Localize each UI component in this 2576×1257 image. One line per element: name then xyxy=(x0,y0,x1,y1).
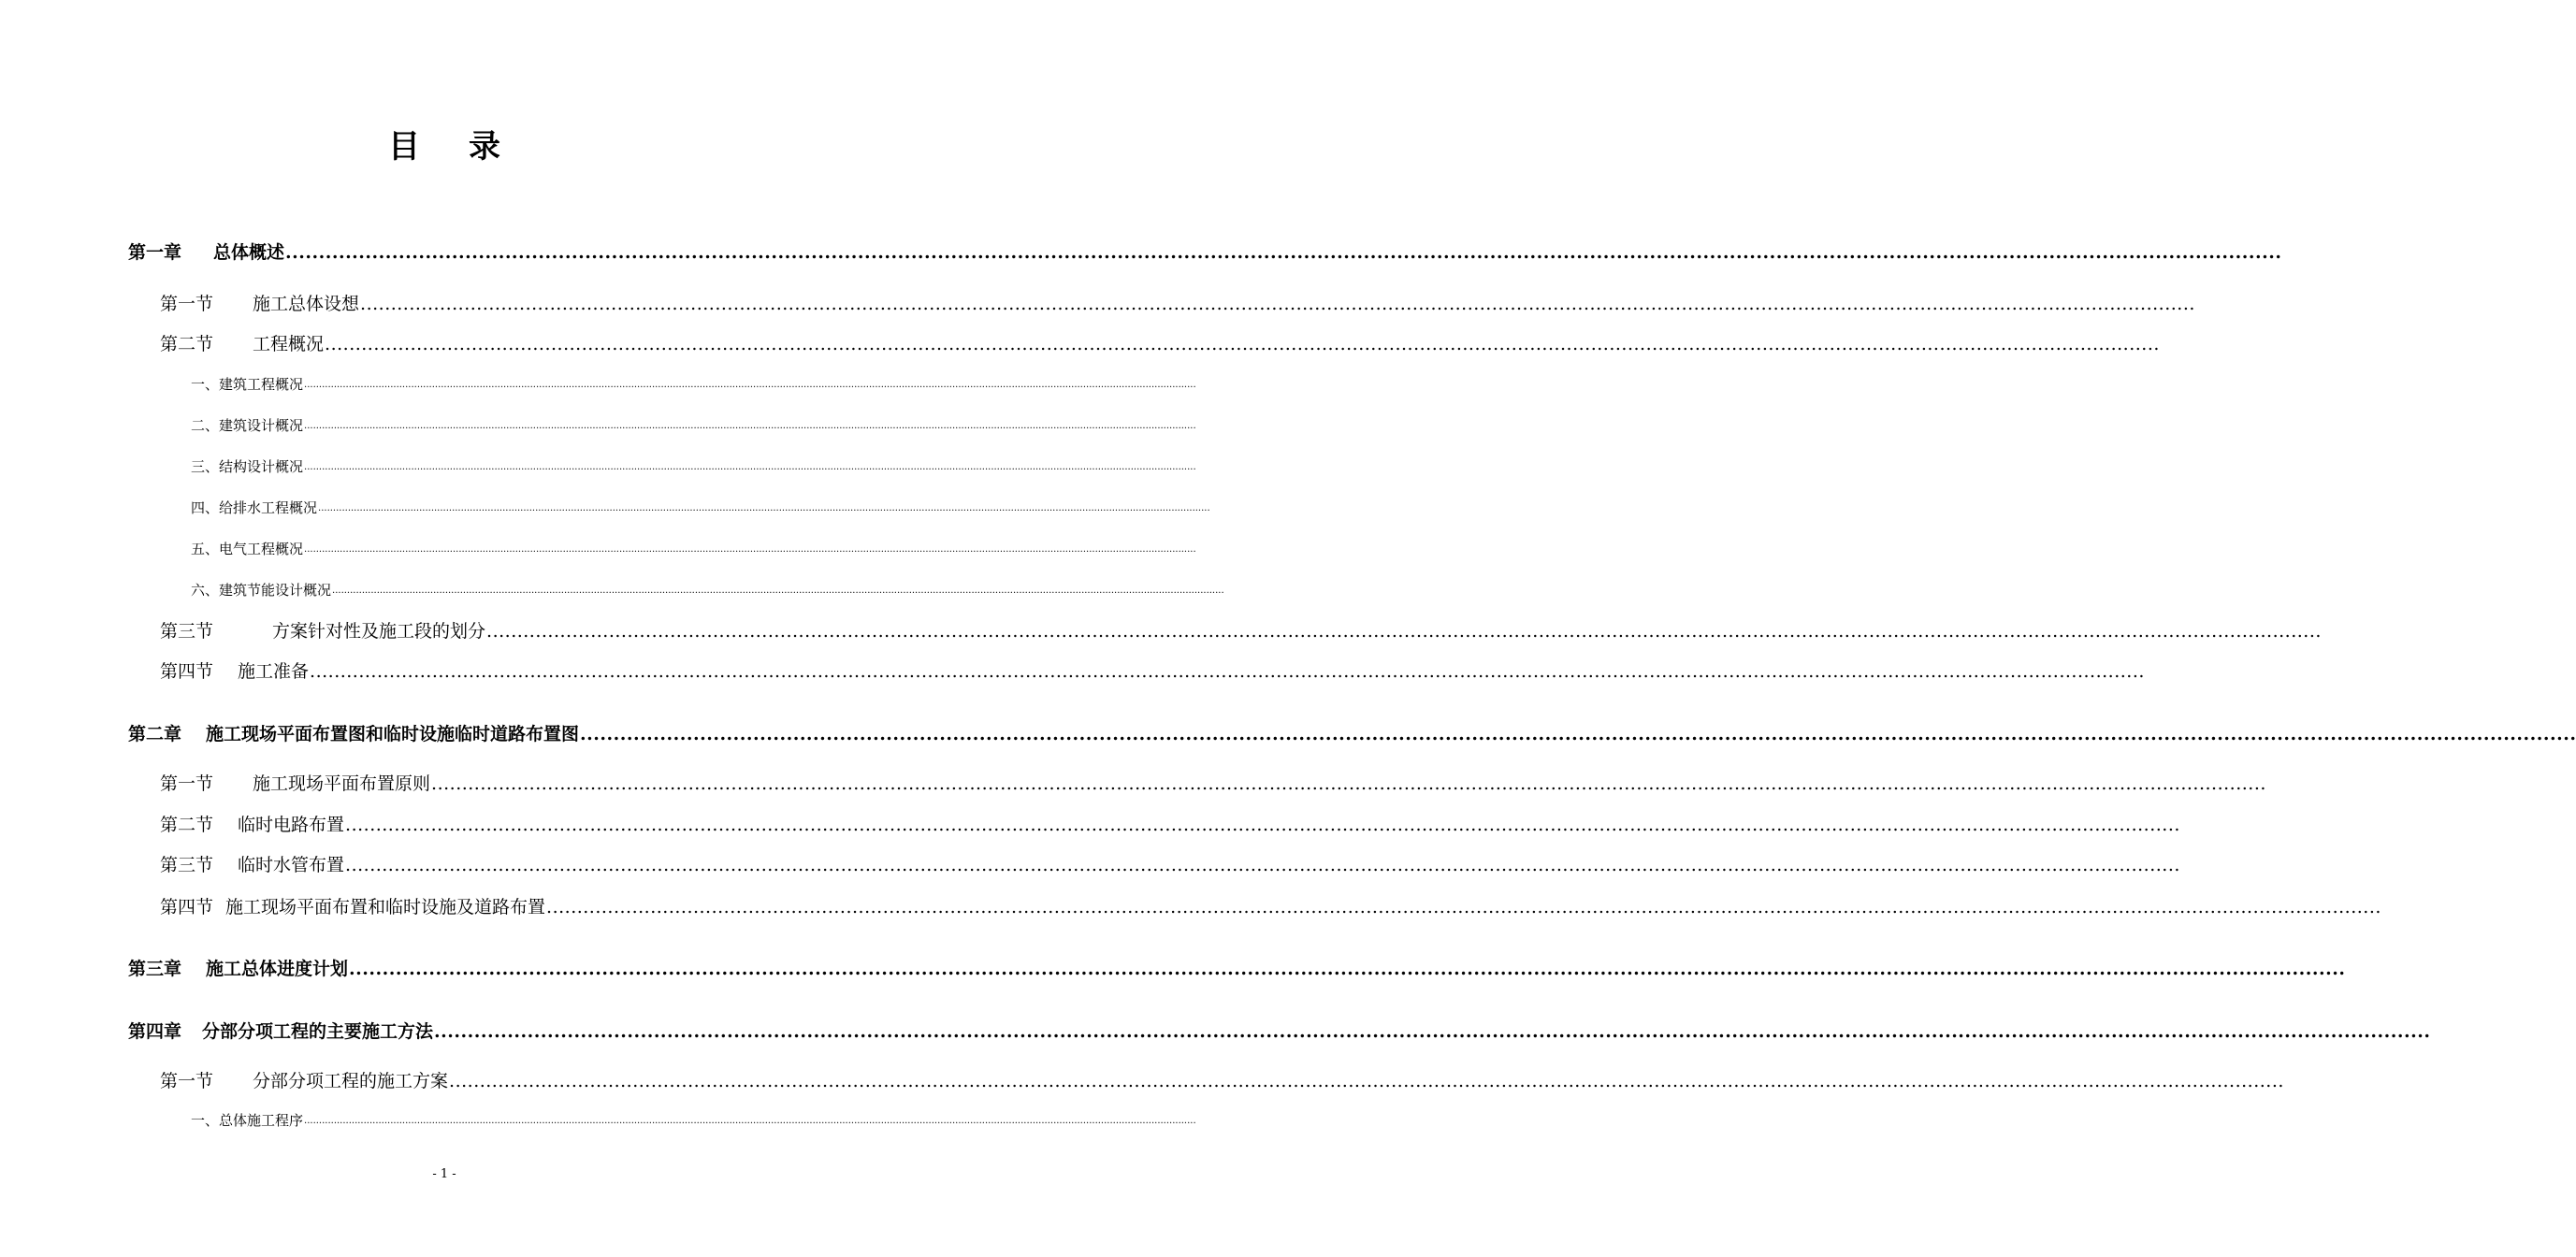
toc-entry-label: 第二节 xyxy=(160,334,214,354)
toc-dot-leader: ............................................................................................................................................................................................................................................................................................................ xyxy=(345,815,2180,835)
toc-entry-section[interactable] xyxy=(160,813,2180,837)
toc-entry-section[interactable] xyxy=(160,332,2160,356)
toc-entry-title: 施工现场平面布置和临时设施及道路布置 xyxy=(225,897,546,917)
page-title xyxy=(0,124,889,169)
page-title-char-1: 目 xyxy=(388,128,420,166)
toc-entry-title: 施工现场平面布置原则 xyxy=(253,773,431,794)
toc-entry-label: 一、 xyxy=(191,1112,220,1129)
toc-dot-leader: ............................................................................................................................................................................................................................................................................................................ xyxy=(285,242,2282,263)
toc-entry-chapter[interactable] xyxy=(128,1019,2431,1044)
toc-entry-chapter[interactable] xyxy=(128,722,2576,746)
toc-entry-label: 第一章 xyxy=(128,242,182,263)
toc-entry-subsection[interactable] xyxy=(191,498,1210,518)
toc-dot-leader: ............................................................................................................................................................................................................................................................................................................ xyxy=(449,1071,2284,1091)
toc-dot-leader: ............................................................................................................................................................................................................................................................................................................ xyxy=(486,621,2322,642)
toc-entry-title: 建筑工程概况 xyxy=(219,376,304,393)
toc-entry-section[interactable] xyxy=(160,772,2266,796)
toc-dot-leader: ............................................................................................................................................................................................................................................................................................................ xyxy=(304,462,1196,472)
toc-entry-section[interactable] xyxy=(160,619,2322,643)
toc-entry-chapter[interactable] xyxy=(128,240,2282,265)
toc-entry-label: 第一节 xyxy=(160,1071,214,1091)
toc-dot-leader: ............................................................................................................................................................................................................................................................................................................ xyxy=(304,421,1196,431)
toc-dot-leader: ............................................................................................................................................................................................................................................................................................................ xyxy=(325,334,2160,354)
toc-entry-title: 总体施工程序 xyxy=(219,1112,304,1129)
toc-entry-section[interactable] xyxy=(160,1069,2284,1093)
toc-dot-leader: ............................................................................................................................................................................................................................................................................................................ xyxy=(580,724,2576,744)
toc-entry-label: 第二章 xyxy=(128,724,182,744)
toc-entry-label: 六、 xyxy=(191,582,220,599)
toc-entry-title: 临时电路布置 xyxy=(238,815,345,835)
toc-entry-label: 第二节 xyxy=(160,815,214,835)
toc-dot-leader: ............................................................................................................................................................................................................................................................................................................ xyxy=(310,661,2145,682)
toc-entry-title: 施工现场平面布置图和临时设施临时道路布置图 xyxy=(206,724,580,744)
toc-entry-label: 第一节 xyxy=(160,294,214,314)
toc-entry-title: 分部分项工程的主要施工方法 xyxy=(202,1021,434,1042)
page-number: - 1 - xyxy=(432,1167,456,1181)
toc-entry-label: 第三节 xyxy=(160,855,214,875)
toc-entry-title: 电气工程概况 xyxy=(219,541,304,557)
toc-entry-label: 五、 xyxy=(191,541,220,557)
toc-entry-label: 第三章 xyxy=(128,959,182,979)
toc-dot-leader: ............................................................................................................................................................................................................................................................................................................ xyxy=(546,897,2381,917)
toc-entry-title: 施工准备 xyxy=(238,661,310,682)
page-title-char-2: 录 xyxy=(469,128,500,166)
toc-entry-title: 施工总体设想 xyxy=(253,294,360,314)
toc-dot-leader: ............................................................................................................................................................................................................................................................................................................ xyxy=(431,773,2266,794)
toc-entry-subsection[interactable] xyxy=(191,581,1224,600)
toc-entry-title: 给排水工程概况 xyxy=(219,499,318,516)
toc-entry-label: 第四节 xyxy=(160,897,214,917)
toc-entry-label: 四、 xyxy=(191,499,220,516)
toc-dot-leader: ............................................................................................................................................................................................................................................................................................................ xyxy=(349,959,2346,979)
toc-entry-title: 建筑设计概况 xyxy=(219,417,304,434)
toc-entry-subsection[interactable] xyxy=(191,1111,1196,1131)
toc-entry-title: 总体概述 xyxy=(213,242,285,263)
toc-dot-leader: ............................................................................................................................................................................................................................................................................................................ xyxy=(332,585,1224,596)
toc-entry-label: 第三节 xyxy=(160,621,214,642)
toc-dot-leader: ............................................................................................................................................................................................................................................................................................................ xyxy=(345,855,2180,875)
toc-entry-subsection[interactable] xyxy=(191,416,1196,436)
toc-entry-subsection[interactable] xyxy=(191,375,1196,395)
toc-dot-leader: ............................................................................................................................................................................................................................................................................................................ xyxy=(304,544,1196,555)
toc-entry-title: 建筑节能设计概况 xyxy=(219,582,332,599)
toc-entry-label: 一、 xyxy=(191,376,220,393)
toc-entry-title: 分部分项工程的施工方案 xyxy=(253,1071,449,1091)
toc-entry-section[interactable] xyxy=(160,659,2145,684)
toc-entry-label: 三、 xyxy=(191,458,220,475)
toc-entry-subsection[interactable] xyxy=(191,540,1196,559)
toc-entry-title: 工程概况 xyxy=(253,334,325,354)
toc-dot-leader: ............................................................................................................................................................................................................................................................................................................ xyxy=(434,1021,2431,1042)
toc-entry-title: 临时水管布置 xyxy=(238,855,345,875)
toc-entry-chapter[interactable] xyxy=(128,957,2346,981)
toc-entry-label: 第一节 xyxy=(160,773,214,794)
toc-dot-leader: ............................................................................................................................................................................................................................................................................................................ xyxy=(360,294,2195,314)
toc-entry-section[interactable] xyxy=(160,292,2195,316)
toc-entry-label: 第四节 xyxy=(160,661,214,682)
toc-dot-leader: ............................................................................................................................................................................................................................................................................................................ xyxy=(304,380,1196,390)
toc-entry-section[interactable] xyxy=(160,895,2381,919)
toc-entry-title: 施工总体进度计划 xyxy=(206,959,349,979)
toc-entry-title: 结构设计概况 xyxy=(219,458,304,475)
toc-entry-title: 方案针对性及施工段的划分 xyxy=(272,621,486,642)
toc-entry-label: 第四章 xyxy=(128,1021,182,1042)
toc-entry-label: 二、 xyxy=(191,417,220,434)
toc-dot-leader: ............................................................................................................................................................................................................................................................................................................ xyxy=(318,503,1210,513)
toc-dot-leader: ............................................................................................................................................................................................................................................................................................................ xyxy=(304,1116,1196,1126)
toc-entry-subsection[interactable] xyxy=(191,457,1196,477)
toc-entry-section[interactable] xyxy=(160,853,2180,877)
